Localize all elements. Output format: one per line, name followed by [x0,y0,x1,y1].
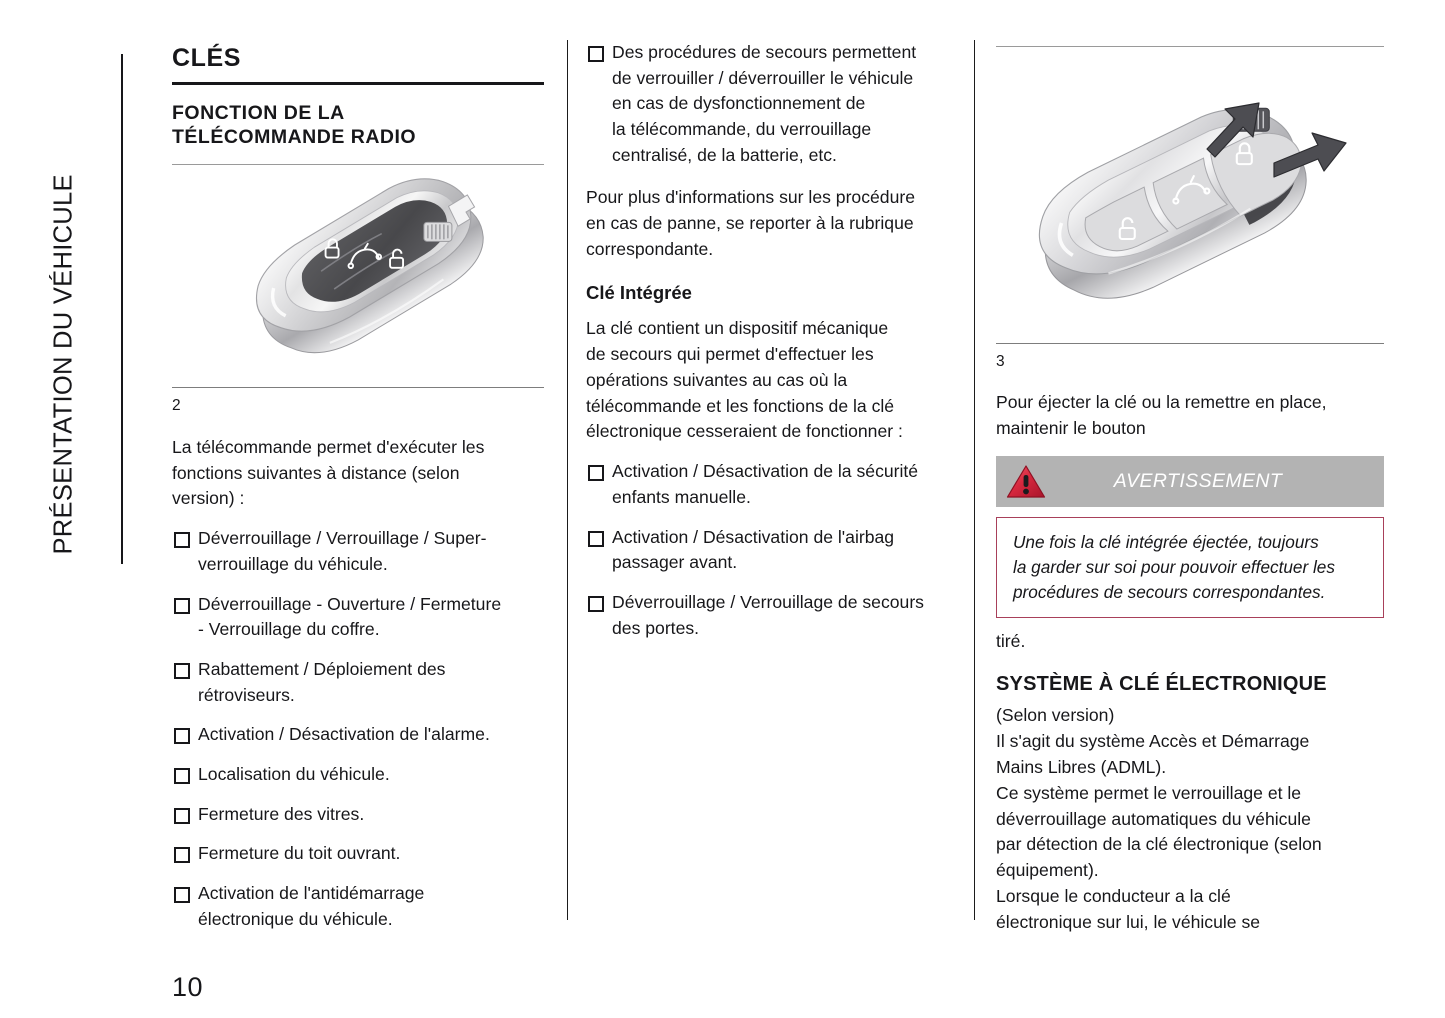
section-subtitle [172,101,544,151]
paragraph-line: en cas de panne, se reporter à la rubrique [586,213,914,234]
list-item-line: électronique du véhicule. [198,908,393,929]
intro-line-2: fonctions suivantes à distance (selon [172,462,460,483]
list-item-line: Activation / Désactivation de l'airbag [612,526,895,547]
chapter-tab [0,28,130,588]
list-item-line: en cas de dysfonctionnement de [612,93,866,114]
list-item-line: Déverrouillage - Ouverture / Fermeture [198,593,502,614]
list-item-line: Rabattement / Déploiement des [198,658,446,679]
list-item [172,762,544,788]
paragraph-line: Mains Libres (ADML). [996,756,1167,777]
eject-key-paragraph [996,390,1384,442]
warning-header [996,456,1384,507]
list-item [586,525,958,576]
chapter-tab-label: PRÉSENTATION DU VÉHICULE [49,174,78,555]
list-item [172,881,544,932]
warning-triangle-icon [996,464,1056,499]
list-item-line: centralisé, de la batterie, etc. [612,144,837,165]
list-item-line: Activation de l'antidémarrage [198,882,425,903]
page-number: 10 [172,972,204,1002]
warning-title: AVERTISSEMENT [1113,469,1283,492]
paragraph-line: Pour plus d'informations sur les procédure [586,187,916,208]
list-item [586,590,958,641]
column-left [172,40,544,932]
list-item-line: Déverrouillage / Verrouillage de secours [612,591,924,612]
list-item [172,526,544,577]
warning-triangle-glyph [1006,464,1046,499]
list-item-line: passager avant. [612,552,738,573]
chapter-tab-rule [121,54,123,564]
remote-features-list [172,526,544,932]
warning-body [996,517,1384,618]
title-rule [172,82,544,85]
paragraph-line: Lorsque le conducteur a la clé [996,886,1231,907]
paragraph-line: (Selon version) [996,705,1115,726]
list-item-line: Fermeture des vitres. [198,803,365,824]
page-title: CLÉS [172,44,242,72]
figure-key-fob-front [172,171,544,417]
paragraph-line: déverrouillage automatiques du véhicule [996,808,1311,829]
list-item [586,459,958,510]
key-fob-eject-illustration [996,49,1384,339]
list-item-line: Activation / Désactivation de l'alarme. [198,724,490,745]
intro-line-1: La télécommande permet d'exécuter les [172,436,485,457]
column-right [996,40,1384,936]
paragraph-line: correspondante. [586,239,714,260]
warning-line: procédures de secours correspondantes. [1013,581,1326,602]
integrated-key-operations-list [586,459,958,641]
heading-systeme-cle-electronique: SYSTÈME À CLÉ ÉLECTRONIQUE [996,673,1327,696]
warning-callout [996,456,1384,618]
emergency-procedures-list [586,40,958,168]
section-subtitle-line-1: FONCTION DE LA [172,101,345,124]
figure-caption-3: 3 [996,353,1005,370]
list-item [172,841,544,867]
paragraph-line: équipement). [996,860,1099,881]
paragraph-line: Ce système permet le verrouillage et le [996,782,1302,803]
post-warning-paragraph [996,629,1384,655]
warning-line: Une fois la clé intégrée éjectée, toujours [1013,531,1319,552]
paragraph-line: opérations suivantes au cas où la [586,369,848,390]
list-item-line: Activation / Désactivation de la sécurité [612,461,919,482]
column-divider-1 [567,40,568,920]
list-item-line: Localisation du véhicule. [198,763,390,784]
list-item-line: de verrouiller / déverrouiller le véhicule [612,67,914,88]
list-item [172,592,544,643]
figure-key-fob-eject [996,49,1384,373]
list-item-line: - Verrouillage du coffre. [198,619,380,640]
section-subtitle-line-2: TÉLÉCOMMANDE RADIO [172,126,417,149]
paragraph-line: La clé contient un dispositif mécanique [586,317,889,338]
paragraph-line: électronique sur lui, le véhicule se [996,912,1261,932]
integrated-key-paragraph [586,316,958,445]
intro-line-3: version) : [172,488,245,509]
intro-paragraph [172,435,544,513]
list-item-line: rétroviseurs. [198,684,295,705]
list-item-line: verrouillage du véhicule. [198,553,388,574]
right-column-top-rule [996,46,1384,47]
column-divider-2 [974,40,975,920]
subtitle-rule [172,164,544,165]
key-fob-front-illustration [172,171,544,383]
list-item [586,40,958,168]
list-item-line: enfants manuelle. [612,486,751,507]
list-item-line: Fermeture du toit ouvrant. [198,843,401,864]
breakdown-info-paragraph [586,185,958,263]
paragraph-line: par détection de la clé électronique (selon [996,834,1322,855]
list-item-line: des portes. [612,617,700,638]
paragraph-line: tiré. [996,631,1026,652]
figure-caption-2: 2 [172,397,181,415]
electronic-key-system-paragraph [996,703,1384,936]
paragraph-line: télécommande et les fonctions de la clé [586,395,895,416]
list-item [172,802,544,828]
paragraph-line: de secours qui permet d'effectuer les [586,343,874,364]
paragraph-line: électronique cesseraient de fonctionner : [586,421,903,442]
list-item-line: la télécommande, du verrouillage [612,119,872,140]
column-middle [586,40,958,641]
list-item [172,657,544,708]
list-item-line: Des procédures de secours permettent [612,42,917,62]
list-item-line: Déverrouillage / Verrouillage / Super- [198,528,487,549]
heading-cle-integree: Clé Intégrée [586,281,692,303]
paragraph-line: Pour éjecter la clé ou la remettre en place, [996,392,1327,413]
paragraph-line: Il s'agit du système Accès et Démarrage [996,730,1310,751]
paragraph-line: maintenir le bouton [996,418,1146,439]
warning-line: la garder sur soi pour pouvoir effectuer les [1013,556,1335,577]
list-item [172,722,544,748]
